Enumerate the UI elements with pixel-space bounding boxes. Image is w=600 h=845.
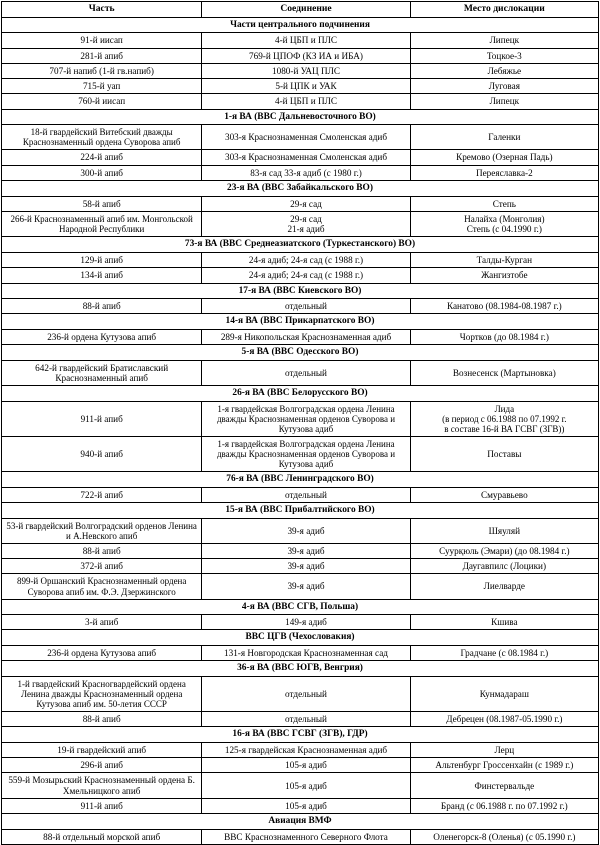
cell-part: 236-й ордена Кутузова апиб	[2, 645, 202, 660]
section-row	[2, 814, 599, 830]
table-row	[2, 742, 599, 757]
cell-part: 134-й апиб	[2, 268, 202, 283]
table-row	[2, 676, 599, 711]
cell-formation: 39-я адиб	[202, 559, 410, 574]
table-row	[2, 401, 599, 436]
cell-location: Налайха (Монголия) Степь (с 04.1990 г.)	[410, 211, 598, 237]
cell-part: 88-й апиб	[2, 299, 202, 314]
cell-formation: 24-я адиб; 24-я сад (с 1988 г.)	[202, 268, 410, 283]
cell-location: Лида (в период с 06.1988 по 07.1992 г. в составе 16-й ВА ГСВГ (ЗГВ))	[410, 401, 598, 436]
table-row	[2, 799, 599, 814]
cell-location: Жангизтобе	[410, 268, 598, 283]
table-row	[2, 518, 599, 543]
section-row	[2, 386, 599, 402]
table-row	[2, 487, 599, 502]
section-row	[2, 630, 599, 646]
cell-formation: 125-я гвардейская Краснознаменная адиб	[202, 742, 410, 757]
section-row	[2, 472, 599, 488]
cell-location: Кунмадараш	[410, 676, 598, 711]
table-body	[2, 17, 599, 844]
section-row	[2, 17, 599, 33]
cell-location: Галенки	[410, 125, 598, 150]
cell-formation: отдельный	[202, 299, 410, 314]
cell-location: Канатово (08.1984-08.1987 г.)	[410, 299, 598, 314]
section-row	[2, 503, 599, 519]
cell-location: Чортков (до 08.1984 г.)	[410, 329, 598, 344]
cell-location: Даугавпилс (Лоцики)	[410, 559, 598, 574]
cell-part: 236-й ордена Кутузова апиб	[2, 329, 202, 344]
cell-part: 899-й Оршанский Краснознаменный ордена Суворова апиб им. Ф.Э. Дзержинского	[2, 574, 202, 599]
cell-formation: 303-я Краснознаменная Смоленская адиб	[202, 125, 410, 150]
cell-part: 91-й иисап	[2, 33, 202, 48]
cell-formation: 149-я адиб	[202, 615, 410, 630]
cell-part: 3-й апиб	[2, 615, 202, 630]
column-header-location: Место дислокации	[410, 2, 598, 18]
cell-formation: 289-я Никопольская Краснознаменная адиб	[202, 329, 410, 344]
cell-location: Луговая	[410, 79, 598, 94]
cell-formation: ВВС Краснознаменного Северного Флота	[202, 829, 410, 844]
cell-location: Лебяжье	[410, 63, 598, 78]
cell-part: 18-й гвардейский Витебский дважды Краснознаменный ордена Суворова апиб	[2, 125, 202, 150]
cell-part: 300-й апиб	[2, 165, 202, 180]
cell-part: 281-й апиб	[2, 48, 202, 63]
section-title: 76-я ВА (ВВС Ленинградского ВО)	[2, 472, 599, 488]
cell-formation: отдельный	[202, 712, 410, 727]
cell-location: Поставы	[410, 437, 598, 472]
cell-formation: 131-я Новгородская Краснознаменная сад	[202, 645, 410, 660]
cell-part: 58-й апиб	[2, 196, 202, 211]
cell-formation: 24-я адиб; 24-я сад (с 1988 г.)	[202, 252, 410, 267]
cell-part: 88-й отдельный морской апиб	[2, 829, 202, 844]
cell-location: Лерц	[410, 742, 598, 757]
section-title: 5-я ВА (ВВС Одесского ВО)	[2, 345, 599, 361]
table-row	[2, 211, 599, 237]
cell-part: 911-й апиб	[2, 799, 202, 814]
table-row	[2, 615, 599, 630]
cell-formation: отдельный	[202, 676, 410, 711]
cell-part: 911-й апиб	[2, 401, 202, 436]
section-row	[2, 727, 599, 743]
table-row	[2, 63, 599, 78]
section-title: 14-я ВА (ВВС Прикарпатского ВО)	[2, 314, 599, 330]
cell-location: Переяславка-2	[410, 165, 598, 180]
section-title: Части центрального подчинения	[2, 17, 599, 33]
table-row	[2, 79, 599, 94]
cell-formation: 29-я сад	[202, 196, 410, 211]
cell-location: Липецк	[410, 33, 598, 48]
table-row	[2, 165, 599, 180]
section-title: ВВС ЦГВ (Чехословакия)	[2, 630, 599, 646]
cell-location: Кремово (Озерная Падь)	[410, 150, 598, 165]
table-row	[2, 437, 599, 472]
cell-formation: 4-й ЦБП и ПЛС	[202, 94, 410, 109]
cell-location: Финстервальде	[410, 773, 598, 799]
table-row	[2, 645, 599, 660]
cell-part: 266-й Краснознаменный апиб им. Монгольской Народной Республики	[2, 211, 202, 237]
section-title: 73-я ВА (ВВС Среднеазиатского (Туркестанского) ВО)	[2, 237, 599, 253]
cell-part: 559-й Мозырьский Краснознаменный ордена Б. Хмельницкого апиб	[2, 773, 202, 799]
section-row	[2, 181, 599, 197]
cell-formation: 1-я гвардейская Волгоградская ордена Ленина дважды Краснознаменная орденов Суворова и Кутузова адиб	[202, 401, 410, 436]
cell-part: 940-й апиб	[2, 437, 202, 472]
cell-location: Смуравьево	[410, 487, 598, 502]
cell-location: Липецк	[410, 94, 598, 109]
table-row	[2, 758, 599, 773]
cell-part: 707-й напиб (1-й гв.напиб)	[2, 63, 202, 78]
table-row	[2, 150, 599, 165]
section-title: 15-я ВА (ВВС Прибалтийского ВО)	[2, 503, 599, 519]
section-title: 4-я ВА (ВВС СГВ, Польша)	[2, 599, 599, 615]
cell-part: 642-й гвардейский Братиславский Краснознаменный апиб	[2, 360, 202, 386]
cell-formation: 105-я адиб	[202, 773, 410, 799]
column-header-part: Часть	[2, 2, 202, 18]
cell-part: 760-й иисап	[2, 94, 202, 109]
cell-part: 129-й апиб	[2, 252, 202, 267]
cell-location: Кшива	[410, 615, 598, 630]
cell-location: Тоцкое-3	[410, 48, 598, 63]
cell-formation: 29-я сад 21-я адиб	[202, 211, 410, 237]
cell-location: Вознесенск (Мартыновка)	[410, 360, 598, 386]
cell-formation: 39-я адиб	[202, 574, 410, 599]
cell-location: Суурқюль (Эмари) (до 08.1984 г.)	[410, 543, 598, 558]
cell-formation: 303-я Краснознаменная Смоленская адиб	[202, 150, 410, 165]
cell-formation: 39-я адиб	[202, 543, 410, 558]
cell-location: Степь	[410, 196, 598, 211]
table-row	[2, 773, 599, 799]
cell-location: Лиелварде	[410, 574, 598, 599]
table-row	[2, 252, 599, 267]
table-row	[2, 574, 599, 599]
cell-part: 296-й апиб	[2, 758, 202, 773]
section-title: 36-я ВА (ВВС ЮГВ, Венгрия)	[2, 661, 599, 677]
cell-part: 88-й апиб	[2, 712, 202, 727]
table-row	[2, 196, 599, 211]
cell-part: 1-й гвардейский Красногвардейский ордена Ленина дважды Краснознаменный ордена Кутузова апиб им. 50-летия СССР	[2, 676, 202, 711]
table-row	[2, 299, 599, 314]
section-title: 17-я ВА (ВВС Киевского ВО)	[2, 283, 599, 299]
cell-location: Талды-Курган	[410, 252, 598, 267]
table-row	[2, 543, 599, 558]
table-row	[2, 360, 599, 386]
cell-formation: 105-я адиб	[202, 758, 410, 773]
section-row	[2, 237, 599, 253]
cell-part: 19-й гвардейский апиб	[2, 742, 202, 757]
cell-part: 224-й апиб	[2, 150, 202, 165]
section-row	[2, 283, 599, 299]
cell-formation: 769-й ЦПОФ (КЗ ИА и ИБА)	[202, 48, 410, 63]
table-row	[2, 559, 599, 574]
section-row	[2, 314, 599, 330]
table-row	[2, 33, 599, 48]
cell-formation: 39-я адиб	[202, 518, 410, 543]
section-title: 16-я ВА (ВВС ГСВГ (ЗГВ), ГДР)	[2, 727, 599, 743]
table-row	[2, 125, 599, 150]
column-header-formation: Соединение	[202, 2, 410, 18]
table-row	[2, 94, 599, 109]
cell-formation: отдельный	[202, 360, 410, 386]
cell-formation: 1080-й УАЦ ПЛС	[202, 63, 410, 78]
cell-location: Бранд (с 06.1988 г. по 07.1992 г.)	[410, 799, 598, 814]
table-row	[2, 829, 599, 844]
table-header	[2, 2, 599, 18]
section-row	[2, 109, 599, 125]
cell-formation: 83-я сад 33-я адиб (с 1980 г.)	[202, 165, 410, 180]
cell-location: Шяуляй	[410, 518, 598, 543]
cell-formation: отдельный	[202, 487, 410, 502]
table-row	[2, 48, 599, 63]
table-row	[2, 268, 599, 283]
cell-part: 53-й гвардейский Волгоградский орденов Ленина и А.Невского апиб	[2, 518, 202, 543]
cell-formation: 1-я гвардейская Волгоградская ордена Ленина дважды Краснознаменная орденов Суворова и Кутузова адиб	[202, 437, 410, 472]
section-title: 1-я ВА (ВВС Дальневосточного ВО)	[2, 109, 599, 125]
cell-part: 88-й апиб	[2, 543, 202, 558]
section-row	[2, 599, 599, 615]
cell-location: Градчане (с 08.1984 г.)	[410, 645, 598, 660]
table-header-row	[2, 2, 599, 18]
cell-formation: 4-й ЦБП и ПЛС	[202, 33, 410, 48]
cell-location: Оленегорск-8 (Оленья) (с 05.1990 г.)	[410, 829, 598, 844]
cell-location: Альтенбург Гроссенхайн (с 1989 г.)	[410, 758, 598, 773]
cell-location: Дебрецен (08.1987-05.1990 г.)	[410, 712, 598, 727]
section-title: 26-я ВА (ВВС Белорусского ВО)	[2, 386, 599, 402]
table-row	[2, 329, 599, 344]
cell-part: 372-й апиб	[2, 559, 202, 574]
cell-part: 715-й уап	[2, 79, 202, 94]
cell-formation: 5-й ЦПК и УАК	[202, 79, 410, 94]
cell-part: 722-й апиб	[2, 487, 202, 502]
section-row	[2, 661, 599, 677]
table-row	[2, 712, 599, 727]
cell-formation: 105-я адиб	[202, 799, 410, 814]
section-title: Авиация ВМФ	[2, 814, 599, 830]
section-row	[2, 345, 599, 361]
section-title: 23-я ВА (ВВС Забайкальского ВО)	[2, 181, 599, 197]
units-table	[1, 1, 599, 845]
